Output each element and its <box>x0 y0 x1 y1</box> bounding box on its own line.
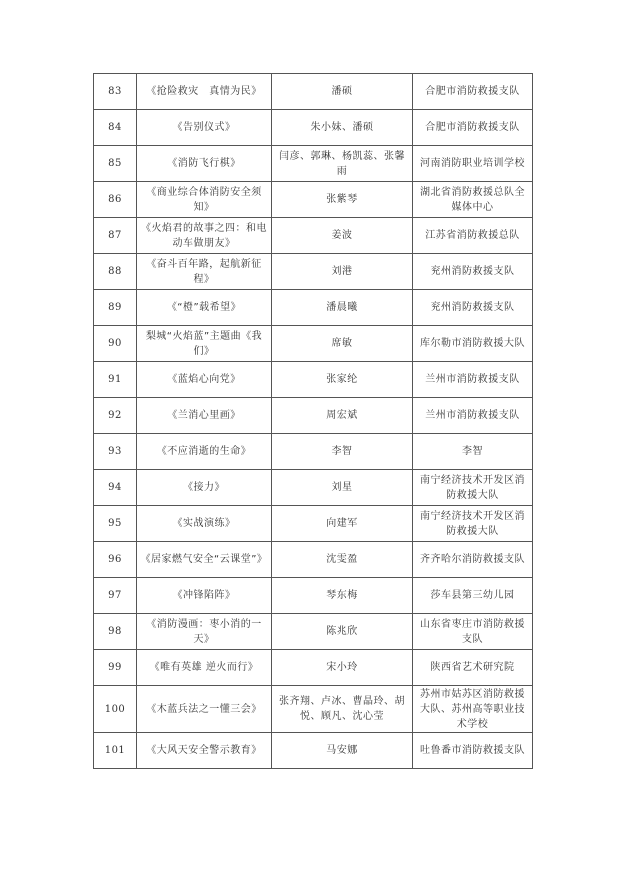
awards-table <box>93 73 533 769</box>
work-title: 《居家燃气安全“云课堂”》 <box>137 542 272 578</box>
table-row <box>94 542 533 578</box>
author-name: 刘星 <box>272 470 413 506</box>
row-number: 95 <box>94 506 137 542</box>
row-number: 86 <box>94 182 137 218</box>
work-title: 《告别仪式》 <box>137 110 272 146</box>
table-row <box>94 506 533 542</box>
author-name: 张齐翔、卢冰、曹晶玲、胡悦、顾凡、沈心莹 <box>272 686 413 733</box>
work-title: 《蓝焰心向党》 <box>137 362 272 398</box>
table-row <box>94 470 533 506</box>
submitting-unit: 江苏省消防救援总队 <box>413 218 533 254</box>
author-name: 席敏 <box>272 326 413 362</box>
row-number: 92 <box>94 398 137 434</box>
row-number: 93 <box>94 434 137 470</box>
submitting-unit: 南宁经济技术开发区消防救援大队 <box>413 506 533 542</box>
table-row <box>94 434 533 470</box>
author-name: 张紫琴 <box>272 182 413 218</box>
submitting-unit: 陕西省艺术研究院 <box>413 650 533 686</box>
submitting-unit: 苏州市姑苏区消防救援大队、苏州高等职业技术学校 <box>413 686 533 733</box>
row-number: 84 <box>94 110 137 146</box>
table-row <box>94 686 533 733</box>
row-number: 85 <box>94 146 137 182</box>
row-number: 89 <box>94 290 137 326</box>
table-row <box>94 578 533 614</box>
submitting-unit: 库尔勒市消防救援大队 <box>413 326 533 362</box>
row-number: 87 <box>94 218 137 254</box>
author-name: 马安娜 <box>272 733 413 769</box>
submitting-unit: 吐鲁番市消防救援支队 <box>413 733 533 769</box>
work-title: 《商业综合体消防安全须知》 <box>137 182 272 218</box>
author-name: 潘晨曦 <box>272 290 413 326</box>
work-title: 《不应消逝的生命》 <box>137 434 272 470</box>
submitting-unit: 合肥市消防救援支队 <box>413 74 533 110</box>
submitting-unit: 李智 <box>413 434 533 470</box>
table-row <box>94 218 533 254</box>
work-title: 《消防漫画：枣小消的一天》 <box>137 614 272 650</box>
author-name: 沈雯盈 <box>272 542 413 578</box>
author-name: 张家纶 <box>272 362 413 398</box>
table-row <box>94 254 533 290</box>
work-title: 《接力》 <box>137 470 272 506</box>
author-name: 潘硕 <box>272 74 413 110</box>
row-number: 90 <box>94 326 137 362</box>
submitting-unit: 莎车县第三幼儿园 <box>413 578 533 614</box>
table-row <box>94 650 533 686</box>
work-title: 梨城“火焰蓝”主题曲《我们》 <box>137 326 272 362</box>
work-title: 《抢险救灾 真情为民》 <box>137 74 272 110</box>
submitting-unit: 兖州消防救援支队 <box>413 254 533 290</box>
submitting-unit: 兰州市消防救援支队 <box>413 362 533 398</box>
table-row <box>94 146 533 182</box>
author-name: 闫彦、郭琳、杨凯蕊、张馨雨 <box>272 146 413 182</box>
table-row <box>94 326 533 362</box>
author-name: 宋小玲 <box>272 650 413 686</box>
submitting-unit: 南宁经济技术开发区消防救援大队 <box>413 470 533 506</box>
work-title: 《兰消心里画》 <box>137 398 272 434</box>
table-row <box>94 733 533 769</box>
table-row <box>94 290 533 326</box>
work-title: 《冲锋陷阵》 <box>137 578 272 614</box>
work-title: 《唯有英雄 逆火而行》 <box>137 650 272 686</box>
row-number: 94 <box>94 470 137 506</box>
author-name: 琴东梅 <box>272 578 413 614</box>
row-number: 98 <box>94 614 137 650</box>
author-name: 李智 <box>272 434 413 470</box>
submitting-unit: 湖北省消防救援总队全媒体中心 <box>413 182 533 218</box>
row-number: 101 <box>94 733 137 769</box>
submitting-unit: 河南消防职业培训学校 <box>413 146 533 182</box>
work-title: 《实战演练》 <box>137 506 272 542</box>
submitting-unit: 山东省枣庄市消防救援支队 <box>413 614 533 650</box>
row-number: 100 <box>94 686 137 733</box>
table-row <box>94 110 533 146</box>
row-number: 97 <box>94 578 137 614</box>
work-title: 《消防飞行棋》 <box>137 146 272 182</box>
work-title: 《奋斗百年路，起航新征程》 <box>137 254 272 290</box>
author-name: 陈兆欣 <box>272 614 413 650</box>
author-name: 周宏斌 <box>272 398 413 434</box>
author-name: 刘港 <box>272 254 413 290</box>
work-title: 《大风天安全警示教育》 <box>137 733 272 769</box>
row-number: 83 <box>94 74 137 110</box>
table-row <box>94 614 533 650</box>
row-number: 91 <box>94 362 137 398</box>
work-title: 《火焰君的故事之四：和电动车做朋友》 <box>137 218 272 254</box>
table-row <box>94 362 533 398</box>
author-name: 向建军 <box>272 506 413 542</box>
table-row <box>94 182 533 218</box>
submitting-unit: 齐齐哈尔消防救援支队 <box>413 542 533 578</box>
submitting-unit: 兖州消防救援支队 <box>413 290 533 326</box>
submitting-unit: 合肥市消防救援支队 <box>413 110 533 146</box>
work-title: 《“橙”载希望》 <box>137 290 272 326</box>
row-number: 99 <box>94 650 137 686</box>
author-name: 朱小妹、潘硕 <box>272 110 413 146</box>
row-number: 96 <box>94 542 137 578</box>
table-row <box>94 74 533 110</box>
submitting-unit: 兰州市消防救援支队 <box>413 398 533 434</box>
author-name: 姜波 <box>272 218 413 254</box>
table-row <box>94 398 533 434</box>
work-title: 《木蓝兵法之一懂三会》 <box>137 686 272 733</box>
row-number: 88 <box>94 254 137 290</box>
